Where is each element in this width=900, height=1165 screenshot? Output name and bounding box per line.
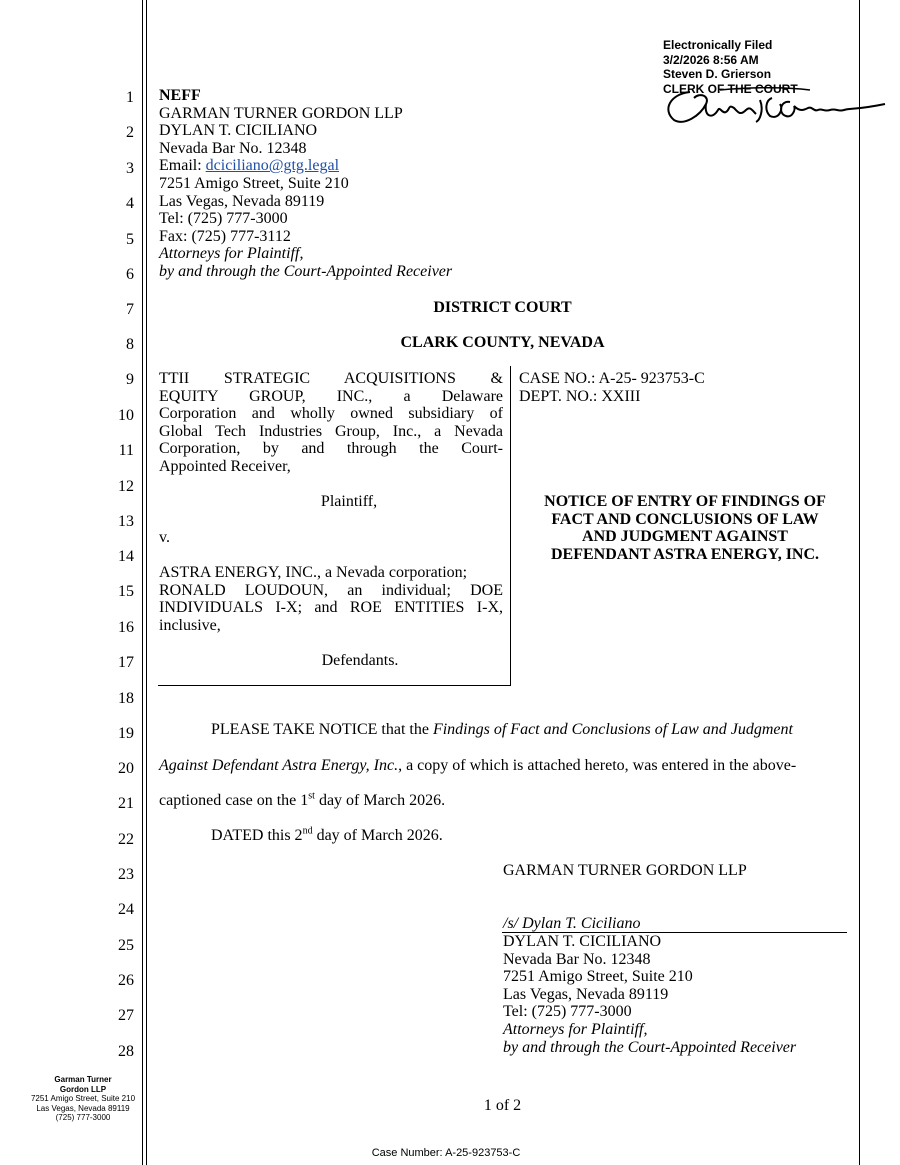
form-code: NEFF (159, 87, 201, 104)
line-number: 17 (118, 654, 134, 671)
department-number: DEPT. NO.: XXIII (519, 387, 641, 405)
email-label: Email: (159, 157, 206, 175)
attorney-caption (159, 87, 452, 281)
bar-number: Nevada Bar No. 12348 (159, 139, 307, 157)
line-number: 10 (118, 407, 134, 424)
notice-paragraph-line-3 (159, 792, 445, 810)
dated-text-cont: day of March 2026. (312, 827, 443, 844)
plaintiff-line: Corporation and wholly owned subsidiary of (159, 405, 503, 423)
attorney-role-1: Attorneys for Plaintiff, (159, 245, 304, 263)
notice-paragraph-line-2 (159, 757, 796, 775)
signer-telephone: Tel: (725) 777-3000 (503, 1003, 632, 1021)
signer-role-1: Attorneys for Plaintiff, (503, 1020, 648, 1038)
defendant-line: ASTRA ENERGY, INC., a Nevada corporation; (159, 564, 468, 581)
stamp-line-clerk-title: CLERK OF THE COURT (663, 81, 798, 96)
line-number: 12 (118, 478, 134, 495)
email-line (159, 157, 452, 175)
case-info (519, 370, 705, 405)
footer-firm-line-1: Garman Turner (54, 1075, 112, 1084)
attorney-name: DYLAN T. CICILIANO (159, 122, 318, 140)
line-number: 22 (118, 831, 134, 848)
footer-firm-info (14, 1075, 152, 1123)
notice-paragraph-line-1 (211, 721, 793, 739)
dated-line (211, 827, 443, 845)
defendant-label: Defendants. (321, 652, 399, 669)
electronic-signature: /s/ Dylan T. Ciciliano (503, 915, 641, 932)
plaintiff-line: EQUITY GROUP, INC., a Delaware (159, 387, 503, 405)
footer-firm-line-2: Gordon LLP (59, 1084, 107, 1094)
stamp-line-filed: Electronically Filed (663, 38, 773, 52)
versus: v. (159, 529, 170, 546)
footer-firm-address-2: Las Vegas, Nevada 89119 (36, 1103, 130, 1113)
right-margin-rule (859, 0, 860, 1165)
defendant-line: RONALD LOUDOUN, an individual; DOE (159, 581, 503, 599)
signer-address-1: 7251 Amigo Street, Suite 210 (503, 968, 693, 986)
defendant-line-last: inclusive, (159, 616, 221, 634)
ordinal-suffix: nd (302, 825, 313, 837)
line-number: 25 (118, 937, 134, 954)
line-number: 24 (118, 901, 134, 918)
line-number: 7 (126, 301, 134, 318)
line-number: 4 (126, 195, 134, 212)
dated-text: DATED this 2 (211, 827, 303, 844)
court-name: DISTRICT COURT (433, 299, 572, 316)
notice-text-cont: , a copy of which is attached hereto, was entered in the above- (398, 757, 797, 774)
ordinal-suffix: st (308, 790, 315, 802)
address-line-2: Las Vegas, Nevada 89119 (159, 192, 325, 210)
signer-address-2: Las Vegas, Nevada 89119 (503, 985, 669, 1003)
line-number: 23 (118, 866, 134, 883)
document-title-line: FACT AND CONCLUSIONS OF LAW (551, 510, 819, 528)
plaintiff-line: Corporation, by and through the Court- (159, 440, 503, 458)
email-link[interactable]: dciciliano@gtg.legal (205, 157, 340, 175)
plaintiff-line: TTII STRATEGIC ACQUISITIONS & (159, 370, 503, 387)
line-number: 26 (118, 972, 134, 989)
line-number: 28 (118, 1043, 134, 1060)
footer-firm-address-1: 7251 Amigo Street, Suite 210 (30, 1094, 136, 1103)
case-number-footer: Case Number: A-25-923753-C (371, 1147, 521, 1159)
notice-entry-date-cont: day of March 2026. (314, 792, 446, 809)
parties-block (159, 370, 503, 476)
line-number: 5 (126, 231, 134, 248)
document-title-line: DEFENDANT ASTRA ENERGY, INC. (550, 545, 820, 563)
line-number: 1 (126, 89, 134, 106)
signature-details (503, 933, 796, 1056)
notice-entry-date: captioned case on the 1 (159, 792, 309, 809)
line-number: 11 (118, 442, 134, 459)
line-number: 20 (118, 760, 134, 777)
document-title (515, 493, 855, 563)
plaintiff-line-last: Appointed Receiver, (159, 457, 291, 475)
document-title-line: AND JUDGMENT AGAINST (582, 528, 788, 546)
signer-name: DYLAN T. CICILIANO (503, 933, 662, 950)
telephone: Tel: (725) 777-3000 (159, 210, 288, 228)
defendant-line: INDIVIDUALS I-X; and ROE ENTITIES I-X, (159, 599, 503, 617)
plaintiff-line: Global Tech Industries Group, Inc., a Nevada (159, 422, 503, 440)
line-number: 18 (118, 690, 134, 707)
firm-name: GARMAN TURNER GORDON LLP (159, 104, 403, 122)
signer-bar-number: Nevada Bar No. 12348 (503, 950, 651, 968)
clerk-signature (660, 80, 890, 130)
fax: Fax: (725) 777-3112 (159, 227, 291, 245)
line-number: 15 (118, 583, 134, 600)
footer-firm-phone: (725) 777-3000 (55, 1113, 111, 1122)
line-number: 21 (118, 795, 134, 812)
line-number: 8 (126, 336, 134, 353)
defendants-block (159, 564, 503, 634)
signature-firm: GARMAN TURNER GORDON LLP (503, 862, 747, 879)
court-county: CLARK COUNTY, NEVADA (400, 334, 605, 351)
document-title-line: NOTICE OF ENTRY OF FINDINGS OF (544, 493, 826, 510)
caption-box-right-rule (510, 366, 511, 686)
notice-text: PLEASE TAKE NOTICE that the (211, 721, 433, 738)
stamp-line-date: 3/2/2026 8:56 AM (663, 52, 759, 67)
stamp-line-clerk-name: Steven D. Grierson (663, 67, 772, 81)
line-number: 14 (118, 548, 134, 565)
line-number: 9 (126, 371, 134, 388)
line-number: 2 (126, 124, 134, 141)
line-number: 19 (118, 725, 134, 742)
line-number: 16 (118, 619, 134, 636)
page-number: 1 of 2 (483, 1097, 522, 1114)
line-number: 27 (118, 1007, 134, 1024)
signer-role-2: by and through the Court-Appointed Receiver (503, 1038, 797, 1056)
notice-document-title: Findings of Fact and Conclusions of Law and Judgment (432, 721, 793, 738)
left-margin-rule-outer (142, 0, 143, 1165)
plaintiff-label: Plaintiff, (320, 493, 378, 510)
address-line-1: 7251 Amigo Street, Suite 210 (159, 174, 349, 192)
line-number: 3 (126, 160, 134, 177)
attorney-role-2: by and through the Court-Appointed Receiver (159, 262, 453, 280)
line-number: 13 (118, 513, 134, 530)
case-number: CASE NO.: A-25- 923753-C (519, 370, 705, 387)
caption-box-bottom-rule (158, 685, 511, 686)
left-margin-rule-inner (146, 0, 147, 1165)
line-number: 6 (126, 266, 134, 283)
notice-document-title-cont: Against Defendant Astra Energy, Inc. (159, 757, 399, 774)
